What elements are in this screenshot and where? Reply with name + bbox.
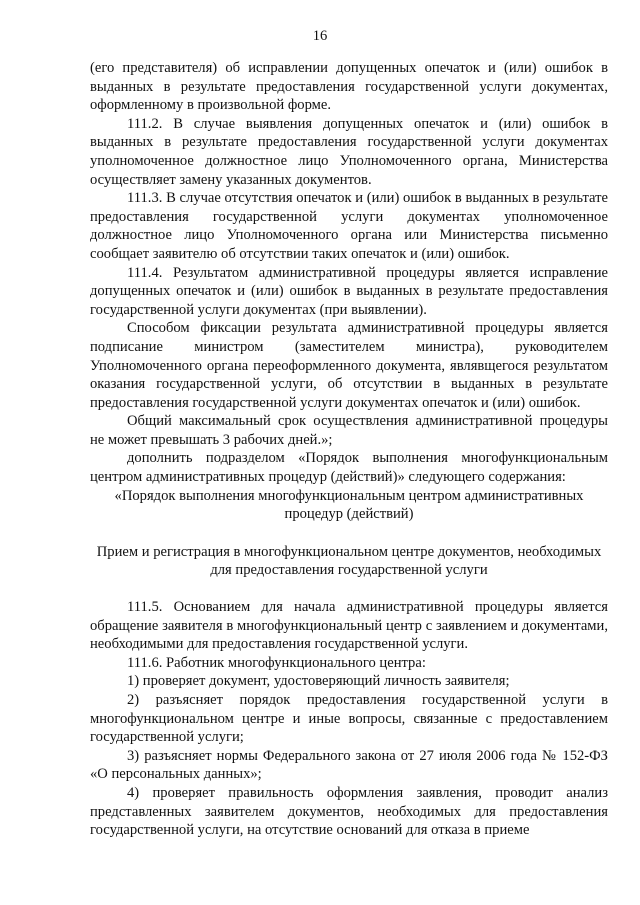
paragraph-111-4: 111.4. Результатом административной процедуры является исправление допущенных опечаток и (или) ошибок в выданных в результате предоставления государственной услуги документах (при выявлении).: [90, 264, 608, 318]
subsection-title: «Порядок выполнения многофункциональным центром административных процедур (действий): [114, 487, 584, 523]
list-item-1: 1) проверяет документ, удостоверяющий личность заявителя;: [127, 673, 510, 690]
page-number: 16: [312, 28, 328, 44]
list-item-2: 2) разъясняет порядок предоставления государственной услуги в многофункциональном центре и иные вопросы, связанные с предоставлением государственной услуги;: [90, 692, 608, 746]
list-item-3: 3) разъясняет нормы Федерального закона от 27 июля 2006 года № 152-ФЗ «О персональных данных»;: [90, 747, 608, 783]
document-body: [90, 59, 608, 840]
paragraph-111-5: 111.5. Основанием для начала административной процедуры является обращение заявителя в многофункциональный центр с заявлением и документами, необходимыми для предоставления государственной услуги.: [90, 599, 608, 653]
paragraph-amendment: дополнить подразделом «Порядок выполнения многофункциональным центром административных процедур (действий)» следующего содержания:: [90, 450, 608, 486]
section-heading: Прием и регистрация в многофункциональном центре документов, необходимых для предоставления государственной услуги: [96, 543, 602, 579]
paragraph-max-term: Общий максимальный срок осуществления административной процедуры не может превышать 3 рабочих дней.»;: [90, 413, 608, 448]
paragraph-fixation-method: Способом фиксации результата административной процедуры является подписание министром (заместителем министра), руководителем Уполномоченного органа переоформленного документа, являвщегося результатом оказания государственной услуги, об отсутствии в выданных в результате предоставления государственной услуги документах опечаток и (или) ошибок.: [90, 320, 608, 411]
paragraph-111-6: 111.6. Работник многофункционального центра:: [127, 654, 426, 671]
list-item-4: 4) проверяет правильность оформления заявления, проводит анализ представленных заявителем документов, необходимых для предоставления государственной услуги, на отсутствие оснований для отказа в приеме: [90, 784, 608, 839]
paragraph-continuation: (его представителя) об исправлении допущенных опечаток и (или) ошибок в выданных в результате предоставления государственной услуги документах, оформленному в произвольной форме.: [90, 60, 608, 114]
paragraph-111-2: 111.2. В случае выявления допущенных опечаток и (или) ошибок в выданных в результате предоставления государственной услуги документах уполномоченное должностное лицо Уполномоченного органа, Министерства осуществляет замену указанных документов.: [90, 115, 608, 188]
paragraph-111-3: 111.3. В случае отсутствия опечаток и (или) ошибок в выданных в результате предоставления государственной услуги документах уполномоченное должностное лицо Уполномоченного органа или Министерства письменно сообщает заявителю об отсутствии таких опечаток и (или) ошибок.: [90, 190, 608, 262]
